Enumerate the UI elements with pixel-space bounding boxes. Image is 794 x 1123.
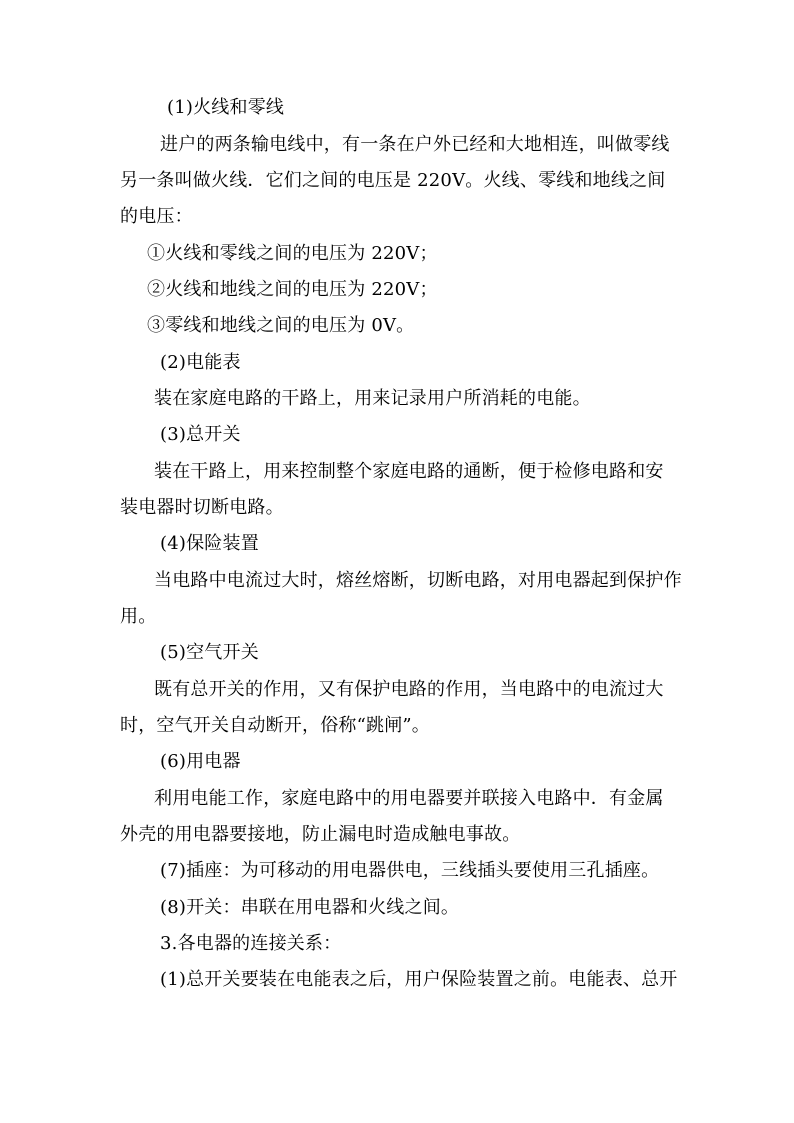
heading-energy-meter: (2)电能表 (160, 352, 241, 373)
heading-air-switch: (5)空气开关 (160, 642, 259, 663)
paragraph-line: 装在干路上，用来控制整个家庭电路的通断，便于检修电路和安 (154, 461, 664, 482)
list-item-voltage: ②火线和地线之间的电压为 220V； (147, 279, 438, 300)
heading-live-neutral-wire: (1)火线和零线 (167, 97, 285, 118)
paragraph-line: 利用电能工作，家庭电路中的用电器要并联接入电路中．有金属 (154, 788, 664, 809)
heading-connection-relationship: 3.各电器的连接关系： (160, 933, 342, 954)
paragraph-line: 用。 (120, 606, 157, 627)
heading-socket: (7)插座：为可移动的用电器供电，三线插头要使用三孔插座。 (160, 860, 660, 881)
paragraph-line: 的电压： (120, 206, 193, 227)
paragraph-line: 时，空气开关自动断开，俗称“跳闸”。 (120, 715, 431, 736)
list-item-voltage: ③零线和地线之间的电压为 0V。 (147, 315, 415, 336)
heading-fuse-device: (4)保险装置 (160, 533, 259, 554)
paragraph-line: 外壳的用电器要接地，防止漏电时造成触电事故。 (120, 824, 521, 845)
paragraph-line: 装在家庭电路的干路上，用来记录用户所消耗的电能。 (154, 388, 591, 409)
paragraph-line: 进户的两条输电线中，有一条在户外已经和大地相连，叫做零线 (160, 134, 670, 155)
heading-main-switch: (3)总开关 (160, 424, 241, 445)
paragraph-line: 当电路中电流过大时，熔丝熔断，切断电路，对用电器起到保护作 (154, 570, 682, 591)
paragraph-line: (1)总开关要装在电能表之后，用户保险装置之前。电能表、总开 (160, 969, 678, 990)
list-item-voltage: ①火线和零线之间的电压为 220V； (147, 243, 438, 264)
heading-appliance: (6)用电器 (160, 751, 241, 772)
paragraph-line: 既有总开关的作用，又有保护电路的作用，当电路中的电流过大 (154, 679, 664, 700)
paragraph-line: 另一条叫做火线．它们之间的电压是 220V。火线、零线和地线之间 (120, 170, 666, 191)
heading-switch: (8)开关：串联在用电器和火线之间。 (160, 897, 460, 918)
paragraph-line: 装电器时切断电路。 (120, 497, 284, 518)
